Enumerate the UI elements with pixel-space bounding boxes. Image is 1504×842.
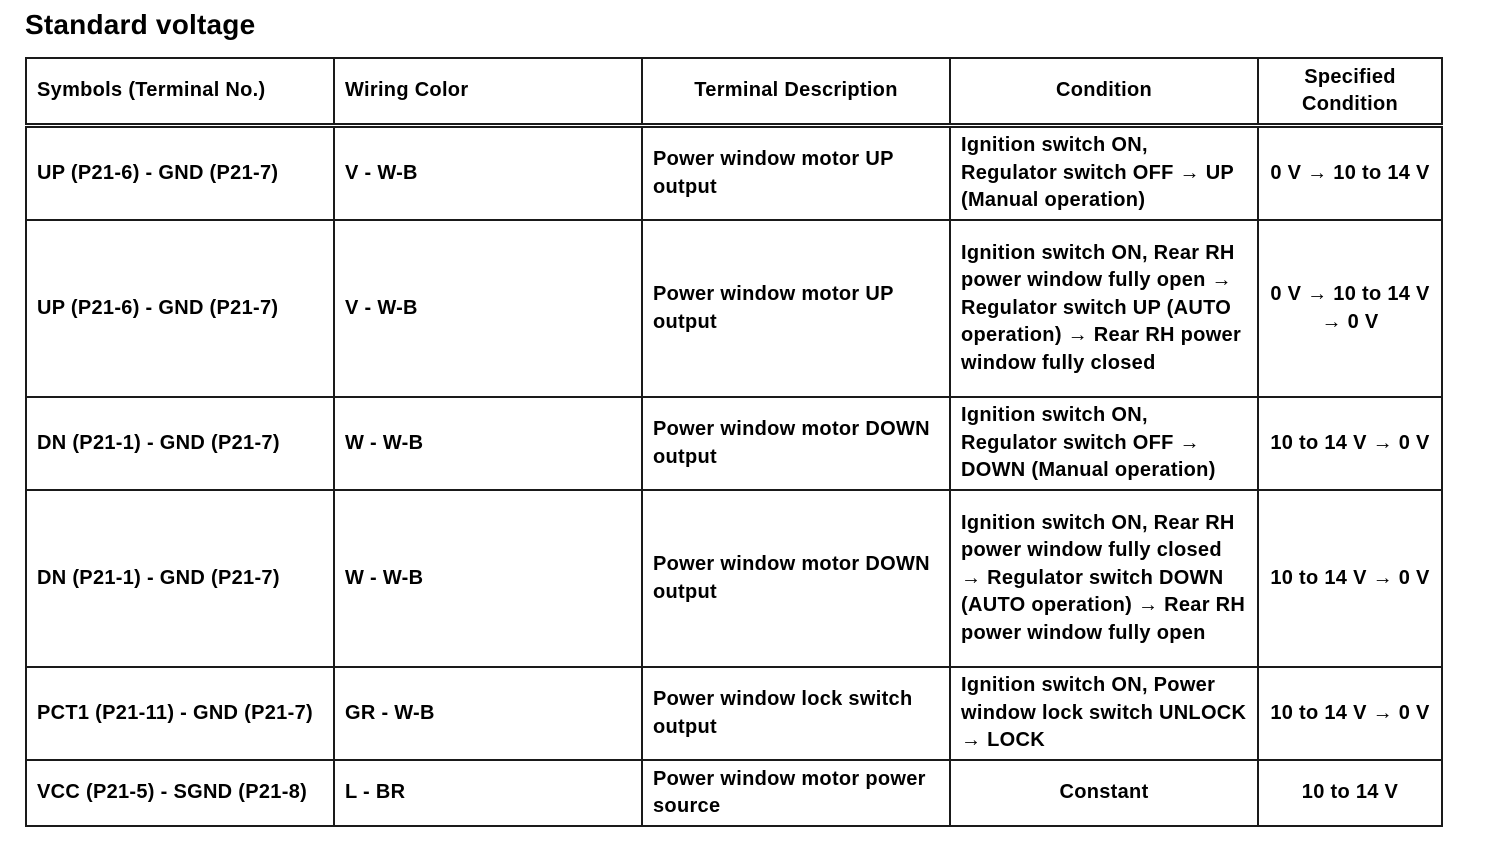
cell-terminal-description: Power window motor DOWN output xyxy=(642,397,950,490)
cell-specified-condition: 10 to 14 V xyxy=(1258,760,1442,826)
header-wiring-color: Wiring Color xyxy=(334,58,642,126)
cell-terminal-description: Power window motor DOWN output xyxy=(642,490,950,667)
cell-wiring-color: V - W-B xyxy=(334,220,642,397)
table-row xyxy=(26,220,1442,397)
table-row xyxy=(26,126,1442,221)
cell-condition: Ignition switch ON, Rear RH power window fully open → Regulator switch UP (AUTO operation) → Rear RH power window fully closed xyxy=(950,220,1258,397)
cell-terminal-description: Power window motor UP output xyxy=(642,126,950,221)
table-row xyxy=(26,760,1442,826)
cell-wiring-color: W - W-B xyxy=(334,397,642,490)
header-terminal-description: Terminal Description xyxy=(642,58,950,126)
cell-specified-condition: 10 to 14 V → 0 V xyxy=(1258,667,1442,760)
cell-condition: Ignition switch ON, Regulator switch OFF → UP (Manual operation) xyxy=(950,126,1258,221)
cell-wiring-color: V - W-B xyxy=(334,126,642,221)
cell-terminal-description: Power window motor power source xyxy=(642,760,950,826)
cell-symbols: UP (P21-6) - GND (P21-7) xyxy=(26,220,334,397)
cell-symbols: UP (P21-6) - GND (P21-7) xyxy=(26,126,334,221)
cell-terminal-description: Power window lock switch output xyxy=(642,667,950,760)
cell-symbols: PCT1 (P21-11) - GND (P21-7) xyxy=(26,667,334,760)
cell-symbols: DN (P21-1) - GND (P21-7) xyxy=(26,397,334,490)
header-condition: Condition xyxy=(950,58,1258,126)
cell-specified-condition: 10 to 14 V → 0 V xyxy=(1258,397,1442,490)
cell-specified-condition: 10 to 14 V → 0 V xyxy=(1258,490,1442,667)
cell-condition: Ignition switch ON, Power window lock switch UNLOCK → LOCK xyxy=(950,667,1258,760)
cell-wiring-color: GR - W-B xyxy=(334,667,642,760)
cell-symbols: DN (P21-1) - GND (P21-7) xyxy=(26,490,334,667)
header-symbols: Symbols (Terminal No.) xyxy=(26,58,334,126)
page-title: Standard voltage xyxy=(25,9,256,40)
cell-condition: Ignition switch ON, Rear RH power window fully closed → Regulator switch DOWN (AUTO operation) → Rear RH power window fully open xyxy=(950,490,1258,667)
cell-condition: Constant xyxy=(950,760,1258,826)
cell-specified-condition: 0 V → 10 to 14 V xyxy=(1258,126,1442,221)
cell-wiring-color: L - BR xyxy=(334,760,642,826)
cell-condition: Ignition switch ON, Regulator switch OFF → DOWN (Manual operation) xyxy=(950,397,1258,490)
cell-terminal-description: Power window motor UP output xyxy=(642,220,950,397)
table-row xyxy=(26,490,1442,667)
cell-wiring-color: W - W-B xyxy=(334,490,642,667)
table-row xyxy=(26,667,1442,760)
cell-symbols: VCC (P21-5) - SGND (P21-8) xyxy=(26,760,334,826)
table-row xyxy=(26,397,1442,490)
standard-voltage-table xyxy=(25,57,1443,827)
cell-specified-condition: 0 V → 10 to 14 V → 0 V xyxy=(1258,220,1442,397)
header-specified-condition: Specified Condition xyxy=(1258,58,1442,126)
table-header-row xyxy=(26,58,1442,126)
